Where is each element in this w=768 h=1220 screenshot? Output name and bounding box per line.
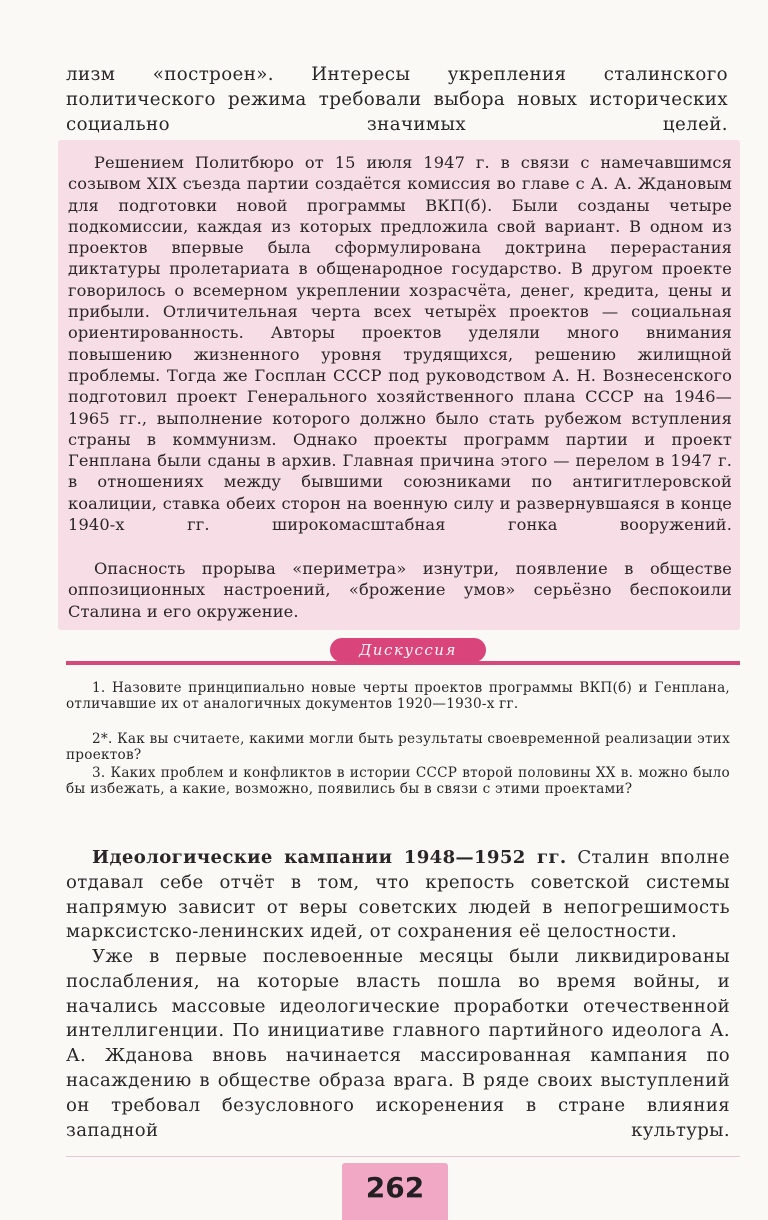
highlight-box [58, 140, 740, 630]
section-paragraph-1-text: Сталин вполне отдавал себе отчёт в том, что крепость советской системы напрямую зависит от веры советских людей в непогрешимость марксистско-ленинских идей, от сохранения её целостности. [66, 847, 730, 943]
box-paragraph-2: Опасность прорыва «периметра» изнутри, появление в обществе оппозиционных настроений, «брожение умов» серьёзно беспокоили Сталина и его окружение. [68, 559, 732, 621]
question-2: 2*. Как вы считаете, какими могли быть результаты своевременной реализации этих проектов? [66, 731, 730, 764]
question-1: 1. Назовите принципиально новые черты проектов программы ВКП(б) и Генплана, отличавшие их от аналогичных документов 1920—1930-х гг. [66, 680, 730, 713]
section-paragraph-2: Уже в первые послевоенные месяцы были ликвидированы послабления, на которые власть пошла во время войны, и начались массовые идеологические проработки отечественной интеллигенции. По инициативе главного партийного идеолога А. А. Жданова вновь начинается массированная кампания по насаждению в обществе образа врага. В ряде своих выступлений он требовал безусловного искоренения в стране влияния западной культуры. [66, 946, 730, 1141]
section-paragraph-1 [66, 846, 730, 945]
footer-divider [66, 1156, 740, 1157]
question-3: 3. Каких проблем и конфликтов в истории СССР второй половины XX в. можно было бы избежать, а какие, возможно, появились бы в связи с этими проектами? [66, 765, 730, 798]
box-paragraph-1: Решением Политбюро от 15 июля 1947 г. в связи с намечавшимся созывом XIX съезда партии создаётся комиссия во главе с А. А. Ждановым для подготовки новой программы ВКП(б). Были созданы четыре подкомиссии, каждая из которых предложила свой вариант. В одном из проектов впервые была сформулирована доктрина перерастания диктатуры пролетариата в общенародное государство. В другом проекте говорилось о всемерном укреплении хозрасчёта, денег, кредита, цены и прибыли. Отличительная черта всех четырёх проектов — социальная ориентированность. Авторы проектов уделяли много внимания повышению жизненного уровня трудящихся, решению жилищной проблемы. Тогда же Госплан СССР под руководством А. Н. Вознесенского подготовил проект Генерального хозяйственного плана СССР на 1946—1965 гг., выполнение которого должно было стать рубежом вступления страны в коммунизм. Однако проекты программ партии и проект Генплана были сданы в архив. Главная причина этого — перелом в 1947 г. в отношениях между бывшими союзниками по антигитлеровской коалиции, ставка обеих сторон на военную силу и развернувшаяся в конце 1940-х гг. широкомасштабная гонка вооружений. [68, 153, 732, 535]
discussion-label: Дискуссия [330, 638, 486, 662]
page-number: 262 [342, 1163, 448, 1220]
intro-paragraph: лизм «построен». Интересы укрепления сталинского политического режима требовали выбора новых исторических социально значимых целей. [66, 64, 728, 135]
section-heading: Идеологические кампании 1948—1952 гг. [92, 847, 567, 868]
